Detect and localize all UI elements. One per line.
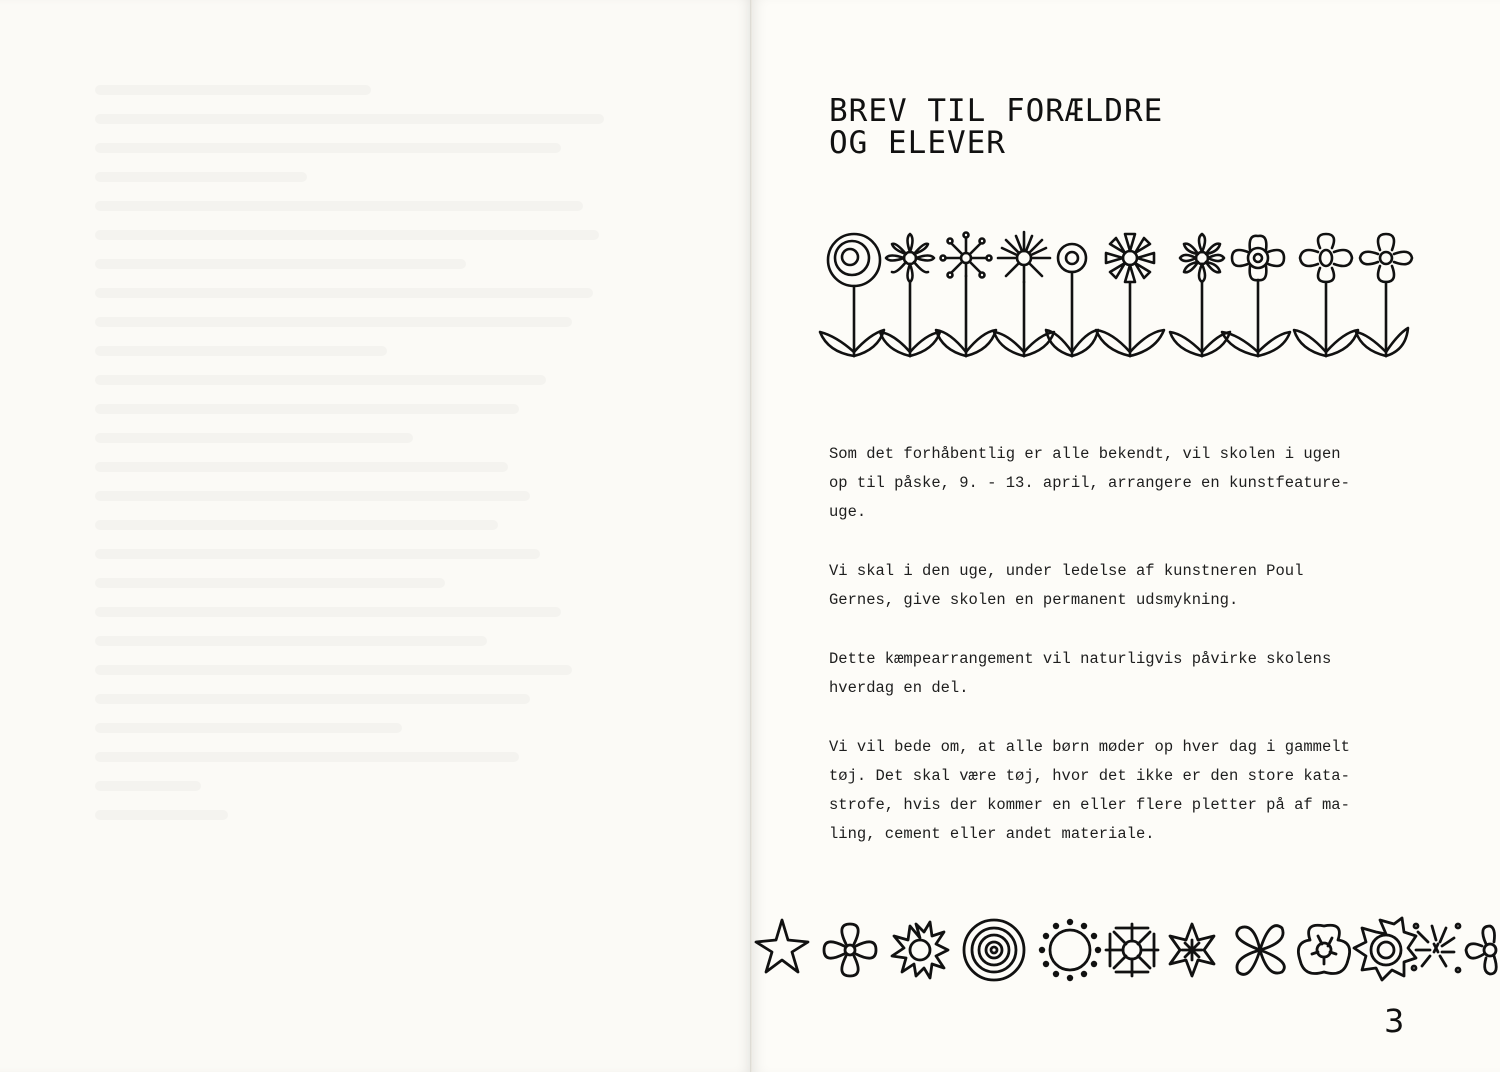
paragraph-1: Som det forhåbentlig er alle bekendt, vil skolen i ugen op til påske, 9. - 13. april, arrangere en kunstfeature- uge. <box>829 445 1350 521</box>
paragraph-4: Vi vil bede om, at alle børn møder op hver dag i gammelt tøj. Det skal være tøj, hvor det ikke er den store kata- strofe, hvis der kommer en eller flere pletter på af ma- ling, cement eller andet materiale. <box>829 738 1350 843</box>
title-line-1: BREV TIL FORÆLDRE <box>829 93 1164 129</box>
letter-body <box>829 440 1389 879</box>
paragraph-3: Dette kæmpearrangement vil naturligvis påvirke skolens hverdag en del. <box>829 650 1332 697</box>
bleed-through-text <box>95 85 625 839</box>
page-title <box>829 95 1163 159</box>
hand-drawn-flowers-icon <box>818 228 1418 368</box>
page-number: 3 <box>1384 1002 1405 1040</box>
title-line-2: OG ELEVER <box>829 125 1006 161</box>
hand-drawn-flower-heads-icon <box>752 912 1500 984</box>
paragraph-2: Vi skal i den uge, under ledelse af kunstneren Poul Gernes, give skolen en permanent udsmykning. <box>829 562 1304 609</box>
